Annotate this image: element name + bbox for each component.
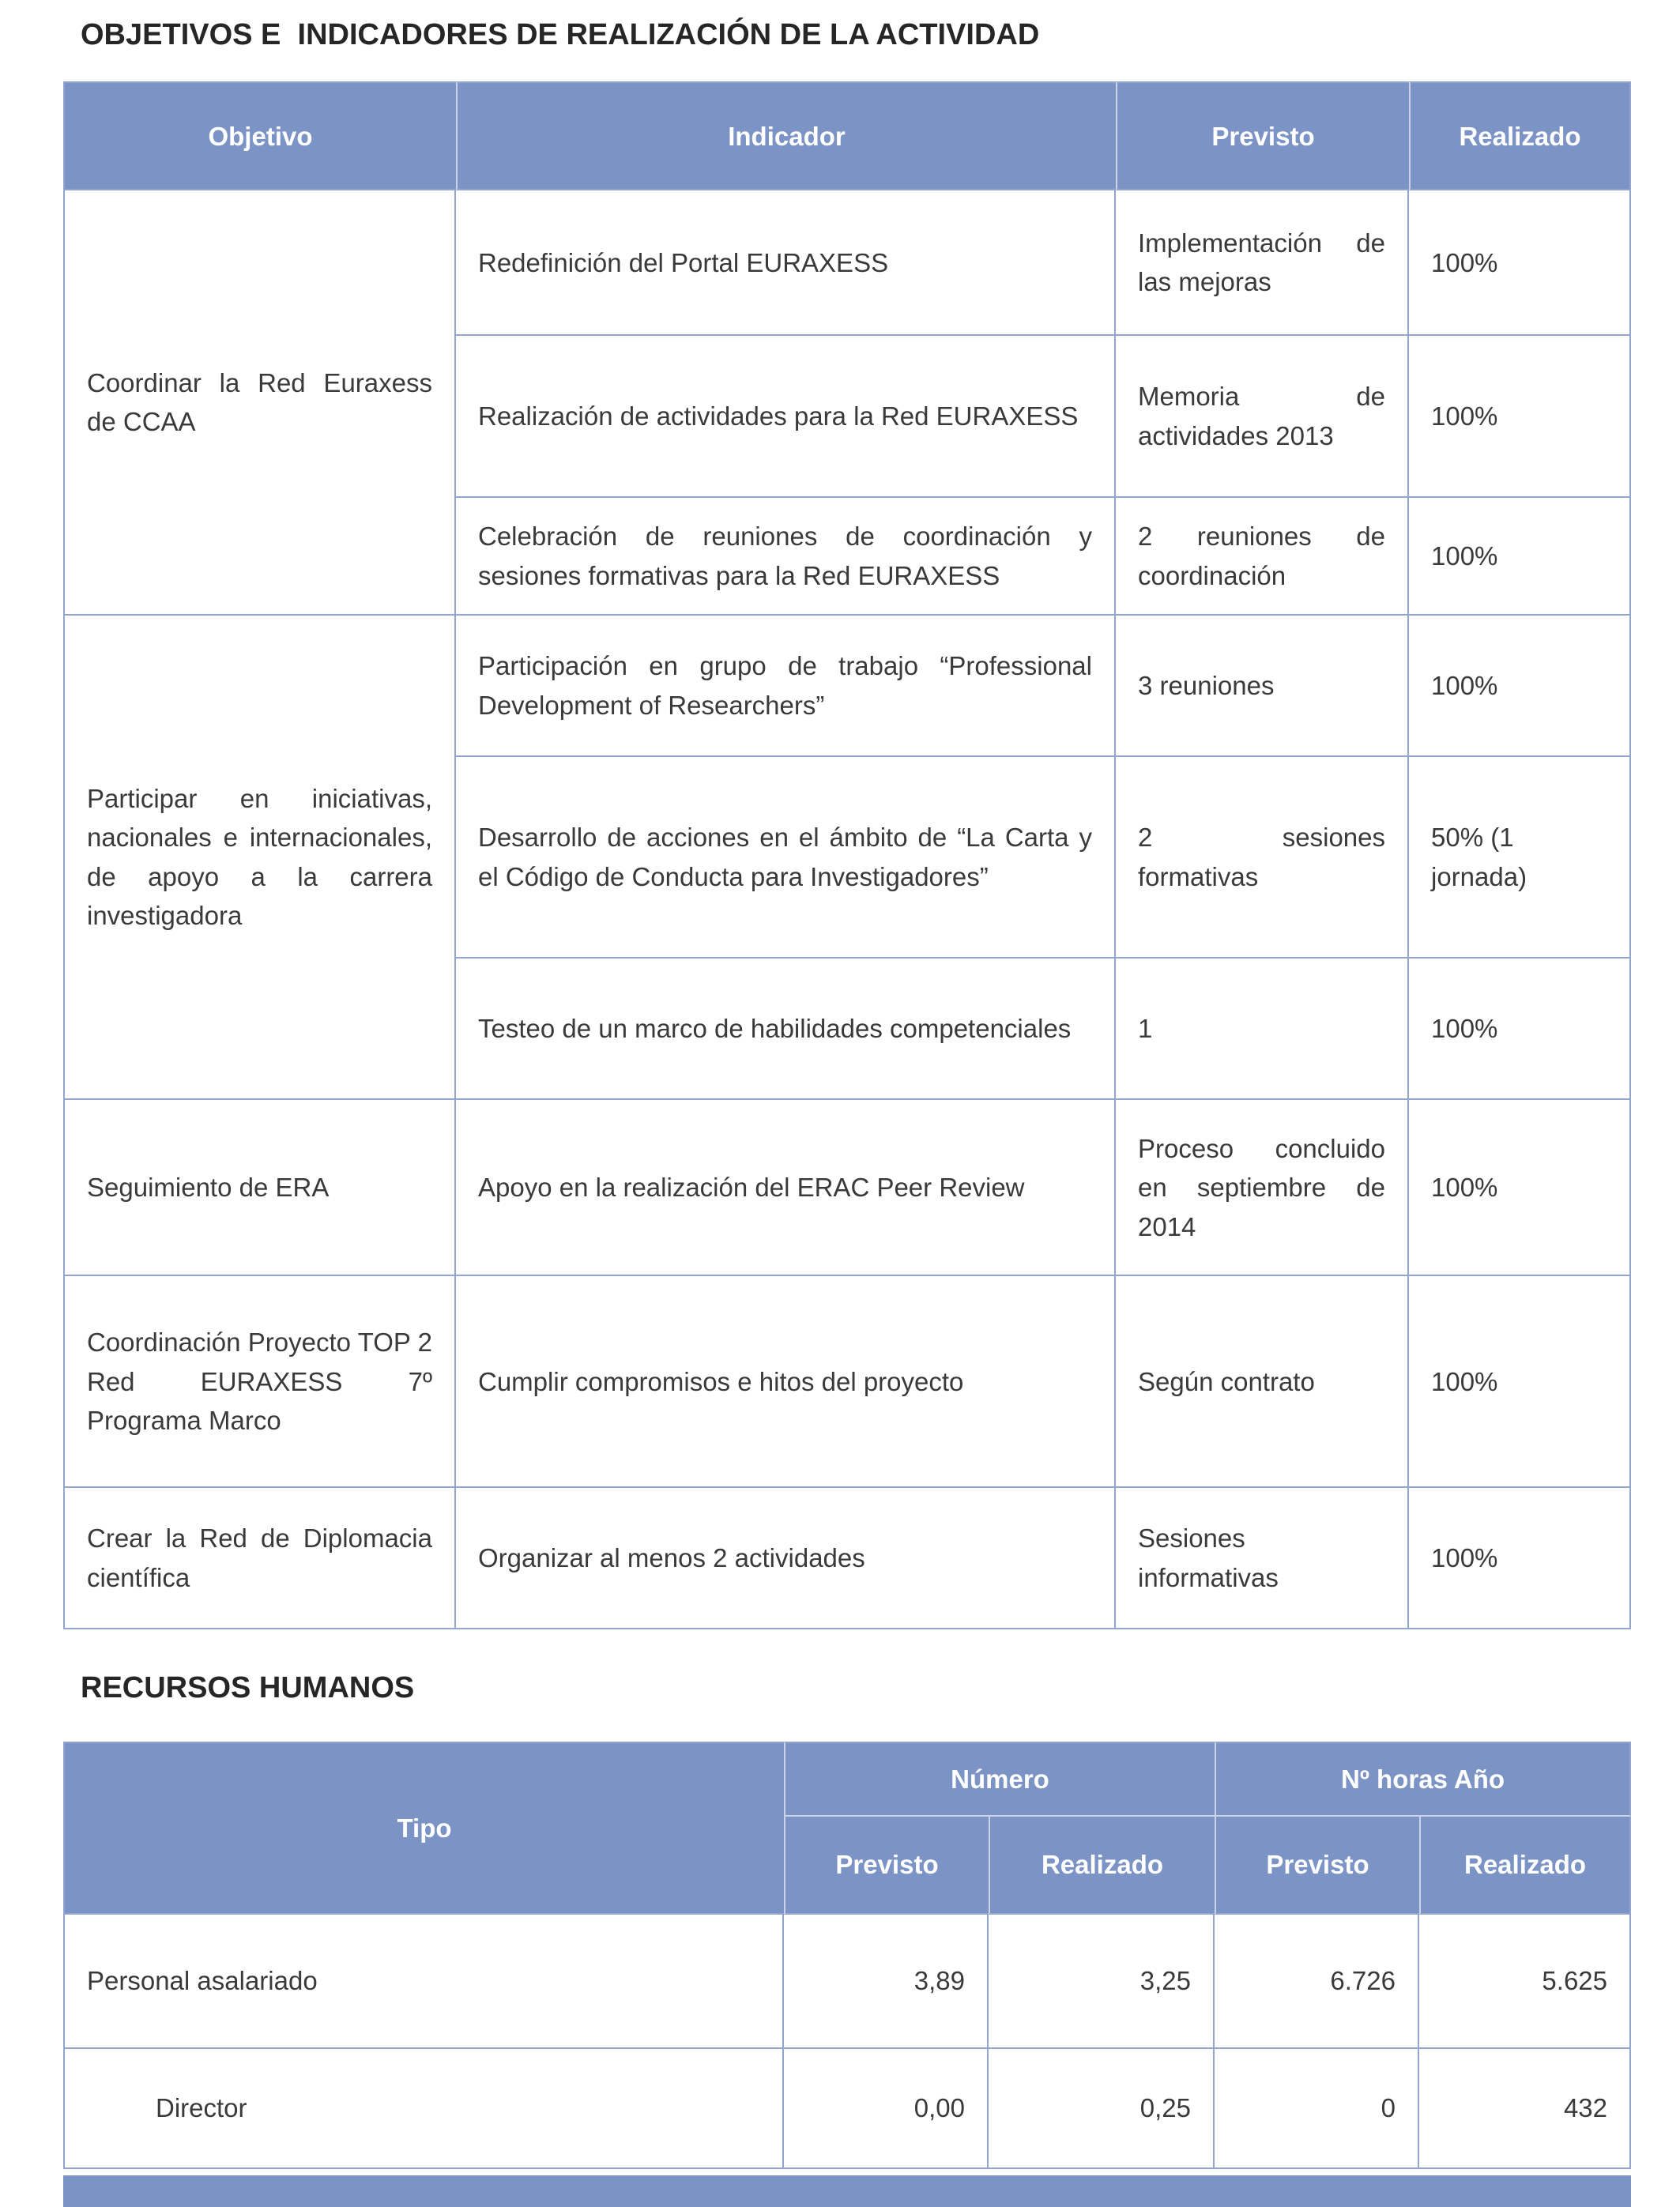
numero-previsto-cell: 3,89 <box>784 1915 989 2049</box>
objetivo-cell: Participar en iniciativas, nacionales e internacionales, de apoyo a la carrera investigadora <box>63 616 456 1100</box>
indicador-cell: Desarrollo de acciones en el ámbito de “La Carta y el Código de Conducta para Investigadores” <box>456 757 1116 959</box>
objetivo-cell: Seguimiento de ERA <box>63 1100 456 1276</box>
horas-realizado-cell: 5.625 <box>1419 1915 1631 2049</box>
column-header-tipo: Tipo <box>63 1742 784 1915</box>
previsto-cell: 3 reuniones <box>1116 616 1409 757</box>
column-header-previsto: Previsto <box>1116 81 1409 190</box>
realizado-cell: 100% <box>1409 336 1631 498</box>
tipo-cell: Personal asalariado <box>63 1915 784 2049</box>
realizado-cell: 100% <box>1409 190 1631 336</box>
indicador-cell: Organizar al menos 2 actividades <box>456 1488 1116 1629</box>
table-row <box>63 1100 1631 1276</box>
column-header-realizado: Realizado <box>1409 81 1631 190</box>
previsto-cell: Memoria de actividades 2013 <box>1116 336 1409 498</box>
realizado-cell: 100% <box>1409 1276 1631 1488</box>
table-row <box>63 616 1631 757</box>
horas-realizado-cell: 432 <box>1419 2049 1631 2169</box>
realizado-cell: 100% <box>1409 498 1631 616</box>
objetivo-cell: Crear la Red de Diplomacia científica <box>63 1488 456 1629</box>
objetivos-table <box>63 81 1631 1629</box>
next-table-header-partial <box>63 2175 1631 2207</box>
header-row <box>63 81 1631 190</box>
column-header-indicador: Indicador <box>456 81 1116 190</box>
numero-realizado-cell: 3,25 <box>989 1915 1215 2049</box>
subheader-numero-realizado: Realizado <box>989 1817 1215 1915</box>
previsto-cell: 1 <box>1116 959 1409 1100</box>
recursos-table-header <box>63 1742 1631 1915</box>
indicador-cell: Testeo de un marco de habilidades competenciales <box>456 959 1116 1100</box>
previsto-cell: 2 sesiones formativas <box>1116 757 1409 959</box>
subheader-numero-previsto: Previsto <box>784 1817 989 1915</box>
previsto-cell: 2 reuniones de coordinación <box>1116 498 1409 616</box>
objetivo-cell: Coordinar la Red Euraxess de CCAA <box>63 190 456 616</box>
realizado-cell: 100% <box>1409 959 1631 1100</box>
table-row <box>63 1915 1631 2049</box>
indicador-cell: Celebración de reuniones de coordinación y sesiones formativas para la Red EURAXESS <box>456 498 1116 616</box>
previsto-cell: Implementación de las mejoras <box>1116 190 1409 336</box>
previsto-cell: Según contrato <box>1116 1276 1409 1488</box>
realizado-cell: 100% <box>1409 1100 1631 1276</box>
previsto-cell: Proceso concluido en septiembre de 2014 <box>1116 1100 1409 1276</box>
horas-previsto-cell: 6.726 <box>1215 1915 1419 2049</box>
section-title-recursos: RECURSOS HUMANOS <box>81 1671 415 1705</box>
indicador-cell: Apoyo en la realización del ERAC Peer Review <box>456 1100 1116 1276</box>
indicador-cell: Cumplir compromisos e hitos del proyecto <box>456 1276 1116 1488</box>
header-row <box>63 1742 1631 1817</box>
indicador-cell: Participación en grupo de trabajo “Professional Development of Researchers” <box>456 616 1116 757</box>
numero-realizado-cell: 0,25 <box>989 2049 1215 2169</box>
previsto-cell: Sesiones informativas <box>1116 1488 1409 1629</box>
recursos-humanos-table <box>63 1742 1631 2169</box>
subheader-horas-previsto: Previsto <box>1215 1817 1419 1915</box>
realizado-cell: 100% <box>1409 1488 1631 1629</box>
objetivos-table-header <box>63 81 1631 190</box>
column-header-objetivo: Objetivo <box>63 81 456 190</box>
column-group-horas-ano: Nº horas Año <box>1215 1742 1631 1817</box>
table-row <box>63 1276 1631 1488</box>
tipo-cell: Director <box>63 2049 784 2169</box>
horas-previsto-cell: 0 <box>1215 2049 1419 2169</box>
table-row <box>63 2049 1631 2169</box>
indicador-cell: Redefinición del Portal EURAXESS <box>456 190 1116 336</box>
realizado-cell: 100% <box>1409 616 1631 757</box>
objetivo-cell: Coordinación Proyecto TOP 2 Red EURAXESS 7º Programa Marco <box>63 1276 456 1488</box>
table-row <box>63 1488 1631 1629</box>
section-title-objetivos: OBJETIVOS E INDICADORES DE REALIZACIÓN DE LA ACTIVIDAD <box>81 18 1040 51</box>
indicador-cell: Realización de actividades para la Red EURAXESS <box>456 336 1116 498</box>
table-row <box>63 190 1631 336</box>
numero-previsto-cell: 0,00 <box>784 2049 989 2169</box>
realizado-cell: 50% (1 jornada) <box>1409 757 1631 959</box>
subheader-horas-realizado: Realizado <box>1419 1817 1631 1915</box>
column-group-numero: Número <box>784 1742 1215 1817</box>
